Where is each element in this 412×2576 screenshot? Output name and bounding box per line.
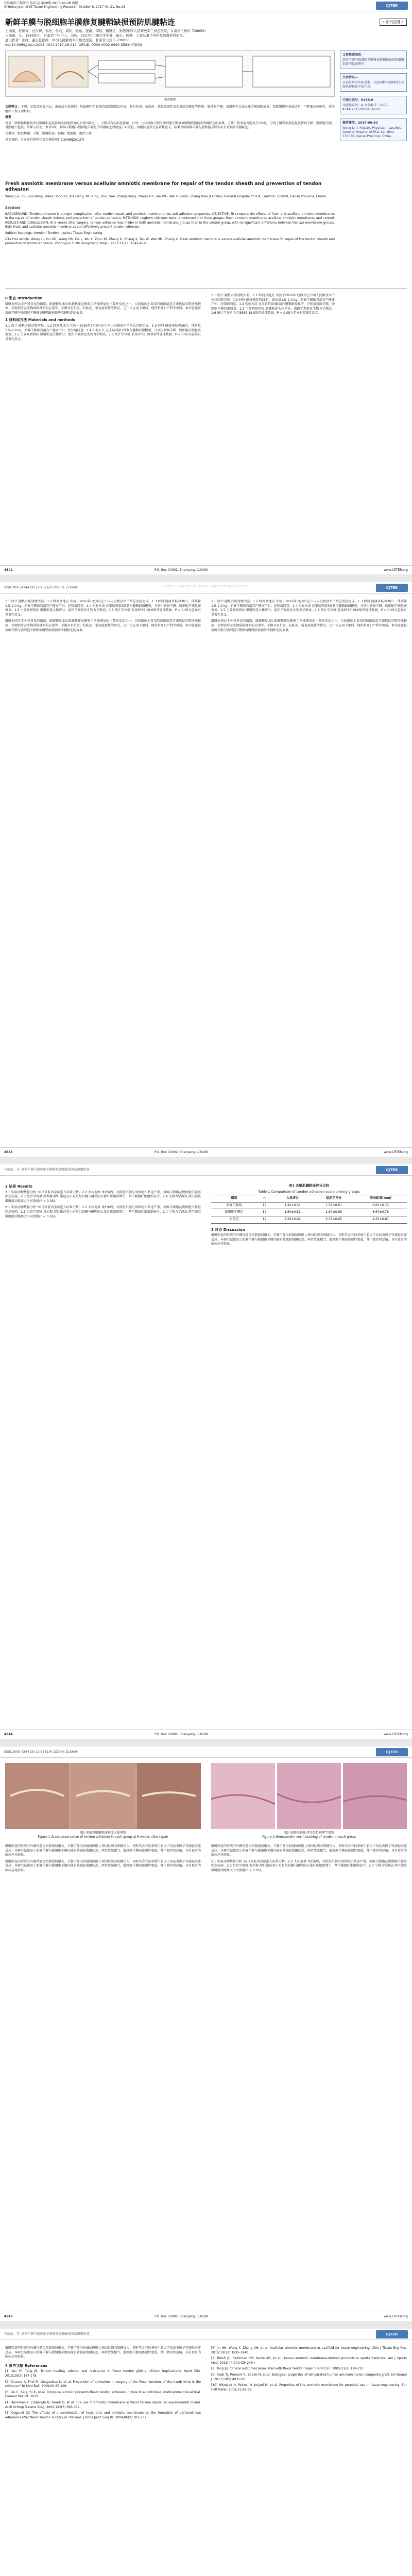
page-footer (0, 1147, 412, 1157)
journal-logo: CJTER (376, 584, 408, 592)
running-head: ISSN 2095-4344 CN 21-1581/R CODEN: ZLKHAH (4, 586, 79, 589)
corresponding-author: 通讯作者：张晓，副主任医师，中国人民解放军兰州总医院，甘肃省兰州市 730050 (5, 38, 130, 42)
reference-item: [10] Niknejad H, Peirovi H, Jorjani M, et al. Properties of the amniotic membrane for potential use in tissue engineering. Eur Cell Mater. 2008;15:88-99. (211, 2383, 407, 2392)
doi[interactable]: doi:10.3969/j.issn.2095-4344.2017.28.012 (5, 43, 77, 47)
methods-continued-left (5, 600, 201, 633)
results-text-cont: 2.1 实验动物数量分析 36只来航鸡全部进入结果分析。2.2 大体观察 术后6周，对照组肌腱与周围组织粘连严重，新鲜羊膜组及脱细胞羊膜组粘连较轻。2.3 组织学观察 苏木精-伊红染色显示对照组肌腱与腱鞘间大量纤维组织增生，两羊膜组纤维组织较少。2.4 生物力学测试 两羊膜组肌腱滑动距离大于对照组(P < 0.05)。 (5, 1206, 201, 1218)
table-cell: 6.83±0.72 (354, 1202, 407, 1209)
table-column (211, 1182, 407, 1247)
page-header (0, 1747, 412, 1758)
journal-logo: CJTER (376, 2, 408, 10)
page-5 (0, 2329, 412, 2576)
figure-2-caption-en: Figure 2 Hematoxylin-eosin staining of tendon in each group (262, 1835, 356, 1839)
graphical-abstract-diagram (6, 51, 334, 96)
authors-cn: 王丽丽，杜国栋，汪洪博，谢亮，吴兴，周伟，张东，张新，谭伟，魏惠民，张晓(中国人民解放军兰州总医院，甘肃省兰州市 730050) (5, 29, 206, 33)
table-cell: 12 (257, 1202, 272, 1209)
page-number: 4545 (4, 2315, 13, 2318)
journal-logo: CJTER (376, 2330, 408, 2338)
figure-2-caption (211, 1831, 407, 1839)
page-footer (0, 1730, 412, 1739)
results-heading: 2 结果 Results (5, 1184, 32, 1189)
methods-text: 1.1 设计 随机对照动物实验。1.2 时间及地点 实验于2016年3至9月在中国人民解放军兰州总医院完成。1.3 材料 健康来航鸡36只，体质量1.5–2.0 kg。新鲜羊膜取自剖宫产健康产妇，经知情同意。1.4 实验方法 在来航鸡第3趾制作腱鞘缺损模型，分别用新鲜羊膜、脱细胞羊膜包裹修复。1.5 主要观察指标 肌腱粘连大体评分、组织学观察及生物力学测试。1.6 统计学分析 采用SPSS 19.0软件处理数据，P < 0.05为差异有显著性意义。 (211, 600, 407, 617)
table-cell: 6.67±0.78 (354, 1209, 407, 1216)
reference-item: [5] Ozgenel GY. The effects of a combination of hyaluronic and amniotic membrane on the formation of peritendinous adhesions after flexor tendon surgery in chickens. J Bone Joint Surg Br. 2004;86(2):301-307. (5, 2411, 201, 2419)
intro-column (5, 294, 201, 342)
sidebar-box-quick-read (340, 50, 407, 69)
authors-en: Wang Li-li, Du Guo-dong, Wang Hong-bo, Xie Liang, Wu Xing, Zhou Wei, Zhang Dong, Zhang Xin, Tan Wei, Wei Hui-min, Zhang Xiao (Lanzhou General Hospital of PLA, Lanzhou 730050, Gansu Province, China) (5, 195, 327, 198)
discussion-text-cont: 肌腱粘连的形成与外源性愈合机制密切相关。羊膜可作为机械屏障阻止周围组织向肌腱长入，同时其含有的多种生长因子及抗炎因子可减轻炎症反应。本研究结果显示新鲜羊膜与脱细胞羊膜均能有效减轻肌腱粘连，两者效果相当。脱细胞羊膜免疫原性更低，便于储存和运输，具有更好的临床应用前景。 (5, 1859, 201, 1872)
methods-text: 1.1 设计 随机对照动物实验。1.2 时间及地点 实验于2016年3至9月在中国人民解放军兰州总医院完成。1.3 材料 健康来航鸡36只，体质量1.5–2.0 kg。新鲜羊膜取自剖宫产健康产妇，经知情同意。1.4 实验方法 在来航鸡第3趾制作腱鞘缺损模型，分别用新鲜羊膜、脱细胞羊膜包裹修复。1.5 主要观察指标 肌腱粘连大体评分、组织学观察及生物力学测试。1.6 统计学分析 采用SPSS 19.0软件处理数据，P < 0.05为差异有显著性意义。 (211, 294, 335, 315)
doi-line (5, 43, 335, 47)
discussion-text-cont: 2.1 实验动物数量分析 36只来航鸡全部进入结果分析。2.2 大体观察 术后6周，对照组肌腱与周围组织粘连严重，新鲜羊膜组及脱细胞羊膜组粘连较轻。2.3 组织学观察 苏木精-伊红染色显示对照组肌腱与腱鞘间大量纤维组织增生，两羊膜组纤维组织较少。2.4 生物力学测试 两羊膜组肌腱滑动距离大于对照组(P < 0.05)。 (211, 1859, 407, 1872)
table-row (211, 1209, 407, 1216)
abstract-cn-label: 摘要 (5, 115, 12, 120)
abstract-en-text: BACKGROUND: Tendon adhesion is a major complication after tendon repair, and amniotic membrane has anti-adhesion properties. OBJECTIVE: To compare the effects of fresh and acellular amniotic membranes in the repair of tendon sheath defects and prevention of tendon adhesion. METHODS: Leghorn chickens were randomized into three groups: fresh amniotic membrane, acellular amniotic membrane, and control. RESULTS AND CONCLUSION: At 6 weeks after surgery, tendon adhesion was milder in both amniotic membrane groups than in the control group, with no significant difference between the two membrane groups. Both fresh and acellular amniotic membranes can effectively prevent tendon adhesion. (5, 212, 335, 229)
cite-en: Cite this article: Wang LL, Du GD, Wang HB, Xie L, Wu X, Zhou W, Zhang D, Zhang X, Tan W, Wei HM, Zhang X. Fresh amniotic membrane versus acellular amniotic membrane for repair of the tendon sheath and prevention of tendon adhesion. Zhongguo Zuzhi Gongcheng Yanjiu. 2017;21(28):4542-4546. (5, 237, 335, 246)
discussion-end-column (5, 2346, 201, 2421)
table-cell: 脱细胞羊膜组 (211, 1209, 257, 1216)
table-header-cell: 组织学评分 (313, 1195, 354, 1202)
discussion-column-left (5, 1844, 201, 1873)
table-1 (211, 1195, 407, 1223)
table-header-cell: 大体评分 (272, 1195, 313, 1202)
orcid: ORCID: 0000-0002-0940-3581(王丽丽) (78, 43, 142, 47)
page-number: 4542 (4, 568, 13, 572)
sidebar-box-classification (340, 96, 407, 114)
running-head: 王丽丽，等. 新鲜羊膜与脱细胞羊膜修复腱鞘缺损预防肌腱粘连 (4, 1168, 90, 1172)
figure-1-caption-en: Figure 1 Gross observation of tendon adhesion in each group at 6 weeks after repair (38, 1835, 168, 1839)
page-footer (0, 2312, 412, 2321)
article-title-en: Fresh amniotic membrane versus acellular amniotic membrane for repair of the tendon sheath and prevention of tendon adhesion (5, 181, 322, 192)
sidebar-text: 文献标识码：A 文章编号：2095-4344(2017)28-04542-05 (342, 104, 389, 111)
footer-site-link[interactable]: www.CRTER.org (383, 2315, 408, 2318)
author-note: 王丽丽，女，1989年生，甘肃省兰州市人，汉族，2017年兰州大学毕业，硕士，医师，主要从事手外科及显微外科研究。 (5, 33, 186, 38)
intro-heading: 0 引言 Introduction (5, 296, 43, 300)
results-column (5, 1182, 201, 1219)
reference-item: [7] Riboh JC, Saltzman BM, Yanke AB, et al. Human amniotic membrane-derived products in sports medicine. Am J Sports Med. 2016;44(9):2425-2434. (211, 2357, 407, 2365)
page-2 (0, 582, 412, 1157)
table-caption: 表1 各组肌腱粘连评分比较 (288, 1183, 330, 1188)
table-caption-en: Table 1 Comparison of tendon adhesion score among groups (258, 1189, 360, 1194)
keywords-en: Subject headings: Amnion; Tendon Injuries; Tissue Engineering (5, 231, 102, 235)
footer-address: P.O. Box 10002, Shenyang 110180 (154, 568, 208, 572)
materials-text: 1.1 设计 随机对照动物实验。1.2 时间及地点 实验于2016年3至9月在中国人民解放军兰州总医院完成。1.3 材料 健康来航鸡36只，体质量1.5–2.0 kg。新鲜羊膜取自剖宫产健康产妇，经知情同意。1.4 实验方法 在来航鸡第3趾制作腱鞘缺损模型，分别用新鲜羊膜、脱细胞羊膜包裹修复。1.5 主要观察指标 肌腱粘连大体评分、组织学观察及生物力学测试。1.6 统计学分析 采用SPSS 19.0软件处理数据，P < 0.05为差异有显著性意义。 (5, 324, 201, 341)
table-body (211, 1202, 407, 1223)
footer-site-link[interactable]: www.CRTER.org (383, 568, 408, 572)
figure-1-caption-cn: 图1 来航鸡肌腱粘连程度大体观察 (80, 1831, 126, 1835)
figure-1-photos (5, 1763, 201, 1829)
methods-column (211, 294, 335, 316)
methods-continued-right (211, 600, 407, 633)
reference-item: [1] Wu YF, Tang JB. Tendon healing, edema, and resistance to flexor tendon gliding: clinical implications. Hand Clin. 2013;29(2):167-178. (5, 2369, 201, 2378)
reference-item: [6] Jin HH, Wang Y, Zhang XH, et al. Acellular amniotic membrane as scaffold for tissue engineering. Chin J Tissue Eng Res. 2015;19(12):1935-1940. (211, 2346, 407, 2354)
figure-1-panels (5, 1763, 201, 1829)
journal-logo: CJTER (376, 1166, 408, 1174)
page-number: 4544 (4, 1733, 13, 1736)
table-cell: 12 (257, 1209, 272, 1216)
table-cell: 对照组 (211, 1216, 257, 1223)
table-row (211, 1216, 407, 1223)
page-1 (0, 0, 412, 574)
graphical-abstract (5, 50, 335, 97)
discussion-text: 肌腱粘连的形成与外源性愈合机制密切相关。羊膜可作为机械屏障阻止周围组织向肌腱长入，同时其含有的多种生长因子及抗炎因子可减轻炎症反应。本研究结果显示新鲜羊膜与脱细胞羊膜均能有效减轻肌腱粘连，两者效果相当。脱细胞羊膜免疫原性更低，便于储存和运输，具有更好的临床应用前景。 (5, 1844, 201, 1857)
watermark: Chinese Journal of Tissue Engineering Research (163, 584, 249, 588)
table-cell: 1.42±0.51 (272, 1202, 313, 1209)
page-header (0, 2329, 412, 2340)
sidebar-heading: 文章快速阅读： (342, 53, 365, 57)
graphical-abstract-caption: 图表摘要 (163, 98, 176, 101)
table-row (211, 1202, 407, 1209)
footer-address: P.O. Box 10002, Shenyang 110180 (154, 1150, 208, 1154)
sidebar-box-dates (340, 118, 407, 141)
page-header (0, 0, 412, 11)
results-text: 2.1 实验动物数量分析 36只来航鸡全部进入结果分析。2.2 大体观察 术后6周，对照组肌腱与周围组织粘连严重，新鲜羊膜组及脱细胞羊膜组粘连较轻。2.3 组织学观察 苏木精-伊红染色显示对照组肌腱与腱鞘间大量纤维组织增生，两羊膜组纤维组织较少。2.4 生物力学测试 两羊膜组肌腱滑动距离大于对照组(P < 0.05)。 (5, 1190, 201, 1203)
footer-address: P.O. Box 10002, Shenyang 110180 (154, 1733, 208, 1736)
figure-2-panels (211, 1763, 407, 1829)
term-explanation-label: 文题释义： (5, 105, 21, 109)
keywords-cn: 关键词：组织构建；羊膜；肌腱粘连；腱鞘；脱细胞；组织工程 (5, 131, 92, 135)
figure-2-photos (211, 1763, 407, 1829)
footer-address: P.O. Box 10002, Shenyang 110180 (154, 2315, 208, 2318)
table-cell: 1.67±0.65 (313, 1209, 354, 1216)
references-heading: 4 参考文献 References (5, 2363, 47, 2368)
discussion-text: 肌腱粘连的形成与外源性愈合机制密切相关。羊膜可作为机械屏障阻止周围组织向肌腱长入，同时其含有的多种生长因子及抗炎因子可减轻炎症反应。本研究结果显示新鲜羊膜与脱细胞羊膜均能有效减轻肌腱粘连，两者效果相当。脱细胞羊膜免疫原性更低，便于储存和运输，具有更好的临床应用前景。 (5, 2346, 201, 2359)
page-header (0, 1164, 412, 1176)
sidebar (340, 50, 407, 145)
sidebar-text: Wang Li-li, Master, Physician, Lanzhou General Hospital of PLA, Lanzhou 730050, Gansu Province, China (342, 126, 402, 138)
table-cell: 4.25±0.87 (354, 1216, 407, 1223)
sidebar-heading: 中图分类号：R459.9 (342, 98, 373, 102)
references-column (211, 2346, 407, 2394)
methods-text: 1.1 设计 随机对照动物实验。1.2 时间及地点 实验于2016年3至9月在中国人民解放军兰州总医院完成。1.3 材料 健康来航鸡36只，体质量1.5–2.0 kg。新鲜羊膜取自剖宫产健康产妇，经知情同意。1.4 实验方法 在来航鸡第3趾制作腱鞘缺损模型，分别用新鲜羊膜、脱细胞羊膜包裹修复。1.5 主要观察指标 肌腱粘连大体评分、组织学观察及生物力学测试。1.6 统计学分析 采用SPSS 19.0软件处理数据，P < 0.05为差异有显著性意义。 (5, 600, 201, 617)
article-title-cn: 新鲜羊膜与脱细胞羊膜修复腱鞘缺损预防肌腱粘连 (5, 18, 176, 27)
references-list-right (211, 2346, 407, 2392)
footer-site-link[interactable]: www.CRTER.org (383, 1150, 408, 1154)
authors-block (5, 29, 335, 47)
reference-item: [3] Liu C, Bai J, Yu K, et al. Biological amnion prevents flexor tendon adhesion in zone II: a controlled, multicentre clinical trial. Biomed Res Int. 2019. (5, 2390, 201, 2399)
journal-header-left (4, 2, 174, 9)
sidebar-text: 以来航鸡为实验对象，比较两种羊膜材料在预防肌腱粘连中的作用。 (342, 81, 405, 89)
journal-logo: CJTER (376, 1748, 408, 1756)
table-header-cell: 滑动距离(mm) (354, 1195, 407, 1202)
table-cell: 1.50±0.52 (272, 1209, 313, 1216)
sidebar-text: 新鲜羊膜与脱细胞羊膜修复腱鞘缺损预防肌腱粘连的比较研究 (342, 58, 405, 66)
sidebar-heading: 文章特点— (342, 76, 358, 79)
section-tag: • 研究原著 • (380, 19, 407, 26)
running-head: 王丽丽，等. 新鲜羊膜与脱细胞羊膜修复腱鞘缺损预防肌腱粘连 (4, 2332, 90, 2336)
methods-text-cont: 肌腱损伤是手外科常见的损伤，肌腱修复术后肌腱粘连是影响手功能恢复的主要并发症之一。目前临床上常用的预防粘连方法包括早期功能锻炼、药物治疗及生物屏障材料的应用等。羊膜具有抗炎、抗粘连、低免疫原性等特点，已广泛应用于眼科、烧伤科及妇产科等领域。本实验比较新鲜羊膜与脱细胞羊膜修复腱鞘缺损预防肌腱粘连的效果。 (211, 619, 407, 632)
abstract-cn (5, 105, 335, 144)
funding-cn: 基金资助：甘肃省自然科学基金资助项目(1606RJZA137) (5, 138, 84, 142)
page-number: 4543 (4, 1150, 13, 1154)
page-4 (0, 1747, 412, 2321)
term-explanation: 羊膜：是胎盘的最内层，由单层上皮细胞、基底膜和无血管的结缔组织层构成，具有抗炎、抗粘连、低免疫原性及促进组织修复等作用。脱细胞羊膜：采用理化方法去除羊膜细胞成分，保留细胞外基质结构，可降低免疫原性，作为组织工程支架材料。 (5, 105, 335, 113)
table-header-row (211, 1195, 407, 1202)
materials-heading: 1 材料和方法 Materials and methods (5, 318, 75, 323)
table-cell: 3.33±0.65 (313, 1216, 354, 1223)
page-3 (0, 1164, 412, 1739)
sidebar-box-features (340, 73, 407, 92)
figure-1-caption (5, 1831, 201, 1839)
table-cell: 1.58±0.67 (313, 1202, 354, 1209)
reference-item: [8] Tang JB. Clinical outcomes associated with flexor tendon repair. Hand Clin. 2005;21(2):199-210. (211, 2367, 365, 2371)
discussion-heading: 3 讨论 Discussion (211, 1227, 245, 1232)
journal-header-en: Chinese Journal of Tissue Engineering Research October 8, 2017 Vol.21, No.28 (4, 5, 126, 9)
table-cell: 12 (257, 1216, 272, 1223)
figure-2-caption-cn: 图2 各组苏木精-伊红染色病理学观察 (284, 1831, 334, 1835)
table-header-cell: n (257, 1195, 272, 1202)
reference-item: [9] Koob TJ, Rennert R, Zabek N, et al. Biological properties of dehydrated human amnion/chorion composite graft. Int Wound J. 2013;10(5):493-500. (211, 2372, 407, 2381)
table-cell: 3.25±0.62 (272, 1216, 313, 1223)
abstract-en (5, 206, 335, 248)
reference-item: [4] Demirkan F, Colakoglu N, Herek O, et al. The use of amniotic membrane in flexor tendon repair: an experimental model. Arch Orthop Trauma Surg. 2002;122(7):396-399. (5, 2400, 201, 2409)
journal-header-cn: 中国组织工程研究 第21卷 第28期 2017–10–08 出版 (4, 2, 78, 5)
reference-item: [2] Khanna A, Friel M, Gougoulias N, et al. Prevention of adhesions in surgery of the flexor tendons of the hand: what is the evidence? Br Med Bull. 2009;90:85-109. (5, 2380, 201, 2388)
footer-site-link[interactable]: www.CRTER.org (383, 1733, 408, 1736)
references-list-left (5, 2369, 201, 2420)
table-header-cell: 组别 (211, 1195, 257, 1202)
running-head: ISSN 2095-4344 CN 21-1581/R CODEN: ZLKHAH (4, 1750, 79, 1754)
discussion-text: 肌腱粘连的形成与外源性愈合机制密切相关。羊膜可作为机械屏障阻止周围组织向肌腱长入，同时其含有的多种生长因子及抗炎因子可减轻炎症反应。本研究结果显示新鲜羊膜与脱细胞羊膜均能有效减轻肌腱粘连，两者效果相当。脱细胞羊膜免疫原性更低，便于储存和运输，具有更好的临床应用前景。 (211, 1233, 407, 1246)
discussion-text: 肌腱粘连的形成与外源性愈合机制密切相关。羊膜可作为机械屏障阻止周围组织向肌腱长入，同时其含有的多种生长因子及抗炎因子可减轻炎症反应。本研究结果显示新鲜羊膜与脱细胞羊膜均能有效减轻肌腱粘连，两者效果相当。脱细胞羊膜免疫原性更低，便于储存和运输，具有更好的临床应用前景。 (211, 1844, 407, 1857)
abstract-en-label: Abstract (5, 206, 20, 210)
discussion-column-right (211, 1844, 407, 1873)
intro-text: 肌腱损伤是手外科常见的损伤，肌腱修复术后肌腱粘连是影响手功能恢复的主要并发症之一。目前临床上常用的预防粘连方法包括早期功能锻炼、药物治疗及生物屏障材料的应用等。羊膜具有抗炎、抗粘连、低免疫原性等特点，已广泛应用于眼科、烧伤科及妇产科等领域。本实验比较新鲜羊膜与脱细胞羊膜修复腱鞘缺损预防肌腱粘连的效果。 (5, 302, 201, 315)
sidebar-heading: 稿件接受：2017-06-30 (342, 121, 378, 125)
table-cell: 新鲜羊膜组 (211, 1202, 257, 1209)
abstract-cn-text: 背景：肌腱损伤修复术后肌腱粘连是影响手功能恢复的主要因素之一，羊膜具有抗粘连作用。目的：比较新鲜羊膜与脱细胞羊膜修复腱鞘缺损预防肌腱粘连的效果。方法：将来航鸡随机分为3组，分别于腱鞘缺损处包裹新鲜羊膜、脱细胞羊膜，对照组不包裹。结果与结论：术后6周，新鲜羊膜组与脱细胞羊膜组的肌腱粘连程度轻于对照组，两组间差异无显著性意义。结果表明新鲜羊膜与脱细胞羊膜均可有效预防肌腱粘连。 (5, 121, 335, 130)
methods-text-cont: 肌腱损伤是手外科常见的损伤，肌腱修复术后肌腱粘连是影响手功能恢复的主要并发症之一。目前临床上常用的预防粘连方法包括早期功能锻炼、药物治疗及生物屏障材料的应用等。羊膜具有抗炎、抗粘连、低免疫原性等特点，已广泛应用于眼科、烧伤科及妇产科等领域。本实验比较新鲜羊膜与脱细胞羊膜修复腱鞘缺损预防肌腱粘连的效果。 (5, 619, 201, 632)
page-footer (0, 565, 412, 574)
